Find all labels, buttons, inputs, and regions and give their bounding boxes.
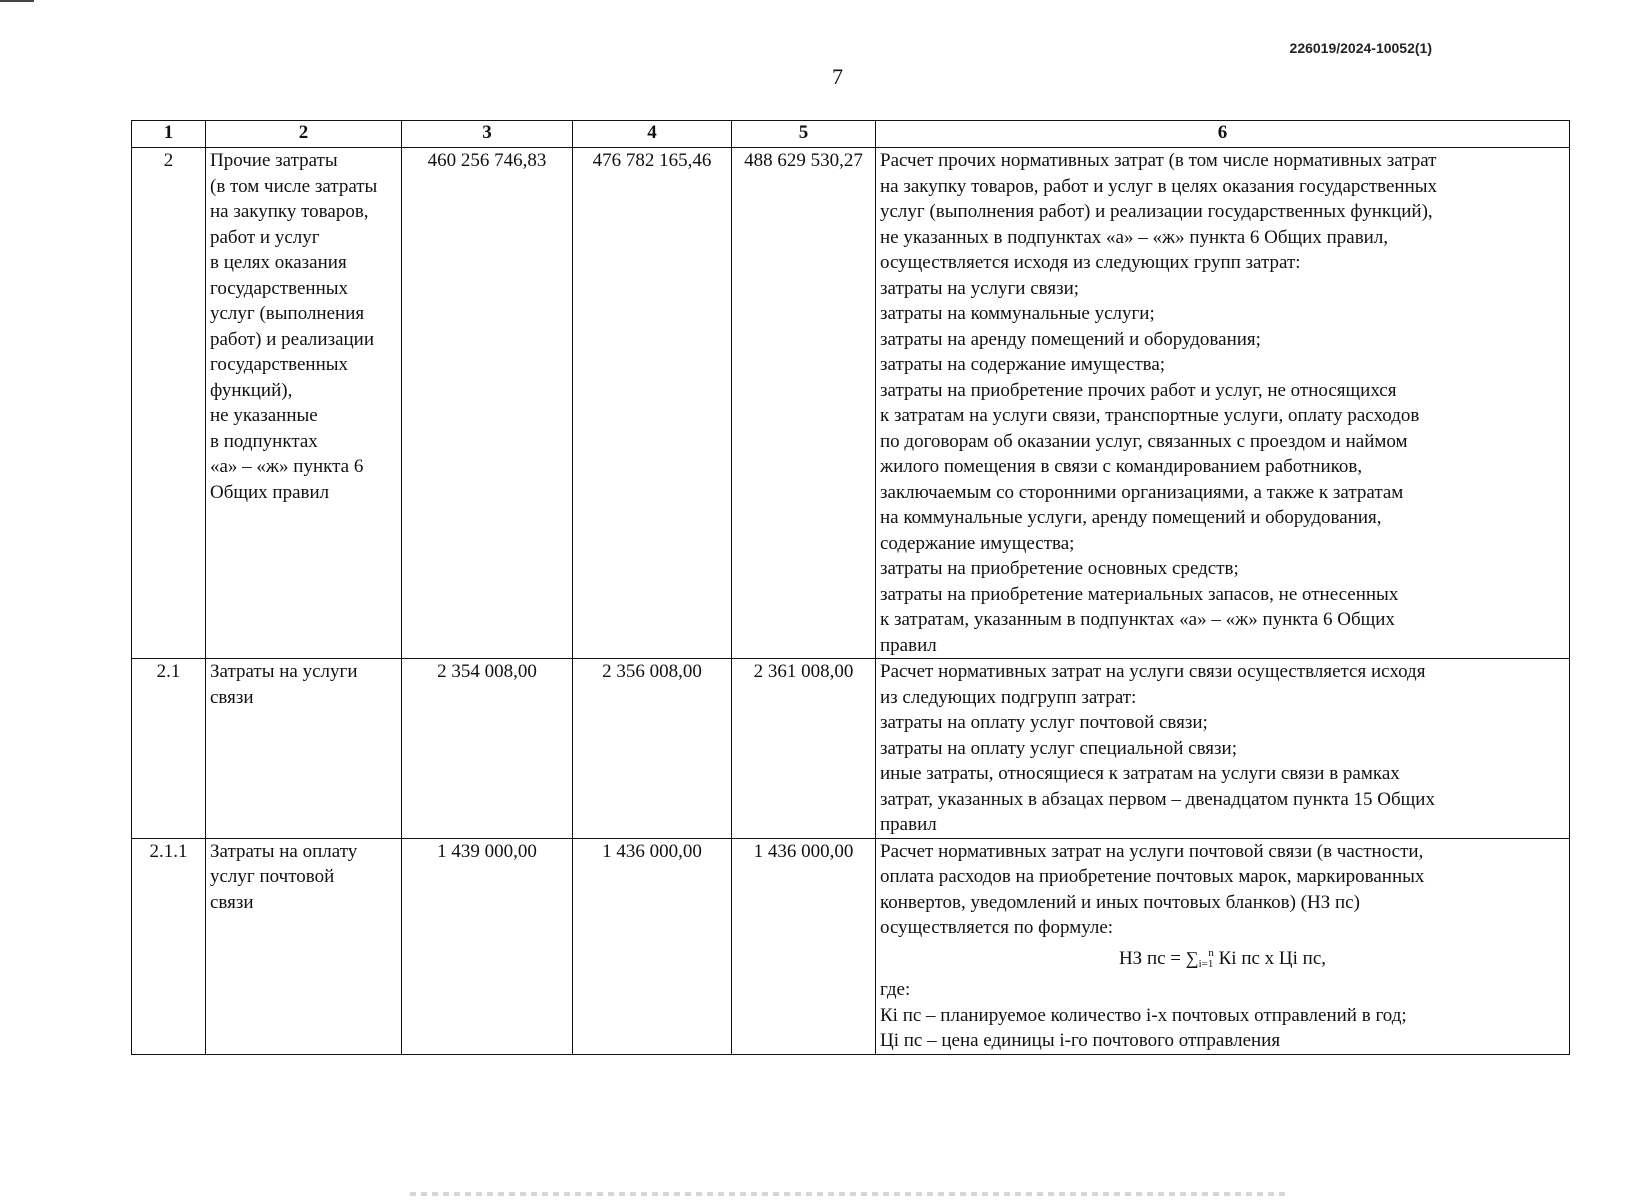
desc-line: Расчет нормативных затрат на услуги почтовой связи (в частности, bbox=[880, 840, 1424, 862]
document-id: 226019/2024-10052(1) bbox=[1289, 40, 1432, 56]
row-description bbox=[876, 659, 1570, 839]
desc-line: на закупку товаров, работ и услуг в целях оказания государственных bbox=[880, 175, 1438, 197]
header-col-6: 6 bbox=[876, 121, 1570, 148]
name-line: государственных bbox=[210, 277, 349, 299]
desc-line: Кi пс – планируемое количество i-х почтовых отправлений в год; bbox=[880, 1004, 1407, 1026]
desc-line: затраты на содержание имущества; bbox=[880, 354, 1166, 375]
name-line: связи bbox=[210, 686, 254, 708]
desc-line: затраты на коммунальные услуги; bbox=[880, 303, 1155, 324]
desc-line: не указанных в подпунктах «а» – «ж» пункта 6 Общих правил, bbox=[880, 226, 1389, 248]
desc-line: по договорам об оказании услуг, связанных с проездом и наймом bbox=[880, 430, 1408, 452]
desc-line: затраты на услуги связи; bbox=[880, 277, 1080, 299]
formula-lhs: НЗ пс = bbox=[1118, 947, 1186, 969]
name-line: услуг почтовой bbox=[210, 866, 335, 887]
footer-scan-artifact bbox=[410, 1192, 1290, 1196]
desc-line: Расчет нормативных затрат на услуги связи осуществляется исходя bbox=[880, 661, 1426, 682]
header-col-3: 3 bbox=[402, 121, 573, 148]
name-line: (в том числе затраты bbox=[210, 175, 378, 197]
amount-col-3: 2 354 008,00 bbox=[402, 659, 573, 839]
name-line: не указанные bbox=[210, 405, 318, 426]
amount-col-4: 476 782 165,46 bbox=[573, 148, 732, 659]
row-number: 2 bbox=[132, 148, 206, 659]
header-col-2: 2 bbox=[206, 121, 402, 148]
header-col-5: 5 bbox=[732, 121, 876, 148]
name-line: Прочие затраты bbox=[210, 150, 338, 171]
amount-col-4: 2 356 008,00 bbox=[573, 659, 732, 839]
header-col-4: 4 bbox=[573, 121, 732, 148]
name-line: в подпунктах bbox=[210, 430, 318, 452]
page-number: 7 bbox=[832, 64, 843, 89]
desc-line: правил bbox=[880, 634, 937, 656]
desc-line: затраты на аренду помещений и оборудования; bbox=[880, 328, 1261, 350]
desc-line: к затратам на услуги связи, транспортные услуги, оплату расходов bbox=[880, 405, 1420, 426]
table-row bbox=[132, 838, 1570, 1054]
postal-cost-formula bbox=[880, 941, 1565, 978]
name-line: на закупку товаров, bbox=[210, 201, 369, 222]
desc-line: иные затраты, относящиеся к затратам на услуги связи в рамках bbox=[880, 763, 1400, 784]
amount-col-5: 2 361 008,00 bbox=[732, 659, 876, 839]
name-line: Затраты на оплату bbox=[210, 840, 358, 862]
row-number: 2.1 bbox=[132, 659, 206, 839]
corner-mark bbox=[0, 0, 34, 2]
desc-line: содержание имущества; bbox=[880, 532, 1075, 554]
amount-col-5: 1 436 000,00 bbox=[732, 838, 876, 1054]
desc-line: к затратам, указанным в подпунктах «а» – «ж» пункта 6 Общих bbox=[880, 609, 1395, 630]
row-number: 2.1.1 bbox=[132, 838, 206, 1054]
name-line: работ) и реализации bbox=[210, 328, 375, 350]
desc-line: конвертов, уведомлений и иных почтовых бланков) (НЗ пс) bbox=[880, 891, 1360, 913]
desc-line: осуществляется исходя из следующих групп затрат: bbox=[880, 252, 1301, 273]
desc-line: оплата расходов на приобретение почтовых марок, маркированных bbox=[880, 866, 1425, 887]
desc-line: жилого помещения в связи с командированием работников, bbox=[880, 456, 1363, 477]
header-col-1: 1 bbox=[132, 121, 206, 148]
desc-line: на коммунальные услуги, аренду помещений и оборудования, bbox=[880, 507, 1382, 528]
desc-line: затрат, указанных в абзацах первом – двенадцатом пункта 15 Общих bbox=[880, 788, 1435, 810]
name-line: в целях оказания bbox=[210, 252, 347, 273]
sum-upper-bound: n bbox=[1208, 946, 1214, 959]
sum-lower-bound: i=1 bbox=[1198, 957, 1214, 970]
desc-line: затраты на приобретение прочих работ и услуг, не относящихся bbox=[880, 379, 1397, 401]
name-line: работ и услуг bbox=[210, 226, 320, 248]
desc-line: затраты на приобретение материальных запасов, не отнесенных bbox=[880, 583, 1399, 605]
amount-col-3: 460 256 746,83 bbox=[402, 148, 573, 659]
table-row bbox=[132, 659, 1570, 839]
desc-line: затраты на оплату услуг почтовой связи; bbox=[880, 712, 1208, 733]
desc-line: из следующих подгрупп затрат: bbox=[880, 686, 1137, 708]
table-header-row bbox=[132, 121, 1570, 148]
sigma-symbol: ∑ bbox=[1185, 947, 1199, 968]
desc-line: правил bbox=[880, 814, 937, 835]
desc-line: услуг (выполнения работ) и реализации государственных функций), bbox=[880, 201, 1433, 222]
desc-line: осуществляется по формуле: bbox=[880, 917, 1114, 938]
amount-col-4: 1 436 000,00 bbox=[573, 838, 732, 1054]
name-line: Общих правил bbox=[210, 481, 330, 503]
amount-col-3: 1 439 000,00 bbox=[402, 838, 573, 1054]
name-line: государственных bbox=[210, 354, 349, 375]
name-line: «а» – «ж» пункта 6 bbox=[210, 456, 364, 477]
name-line: функций), bbox=[210, 379, 293, 401]
row-name bbox=[206, 838, 402, 1054]
desc-line: затраты на приобретение основных средств; bbox=[880, 558, 1239, 579]
row-description bbox=[876, 148, 1570, 659]
cost-table bbox=[131, 120, 1570, 1055]
name-line: Затраты на услуги bbox=[210, 661, 358, 682]
desc-line: затраты на оплату услуг специальной связи; bbox=[880, 737, 1237, 759]
amount-col-5: 488 629 530,27 bbox=[732, 148, 876, 659]
desc-line: Цi пс – цена единицы i-го почтового отправления bbox=[880, 1030, 1281, 1051]
name-line: связи bbox=[210, 891, 254, 913]
formula-rhs: Кi пс x Цi пс, bbox=[1213, 947, 1327, 969]
desc-line: Расчет прочих нормативных затрат (в том числе нормативных затрат bbox=[880, 150, 1437, 171]
desc-line: заключаемым со сторонними организациями, а также к затратам bbox=[880, 481, 1404, 503]
table-row bbox=[132, 148, 1570, 659]
row-description bbox=[876, 838, 1570, 1054]
desc-line: где: bbox=[880, 979, 911, 1000]
row-name bbox=[206, 148, 402, 659]
name-line: услуг (выполнения bbox=[210, 303, 365, 324]
row-name bbox=[206, 659, 402, 839]
